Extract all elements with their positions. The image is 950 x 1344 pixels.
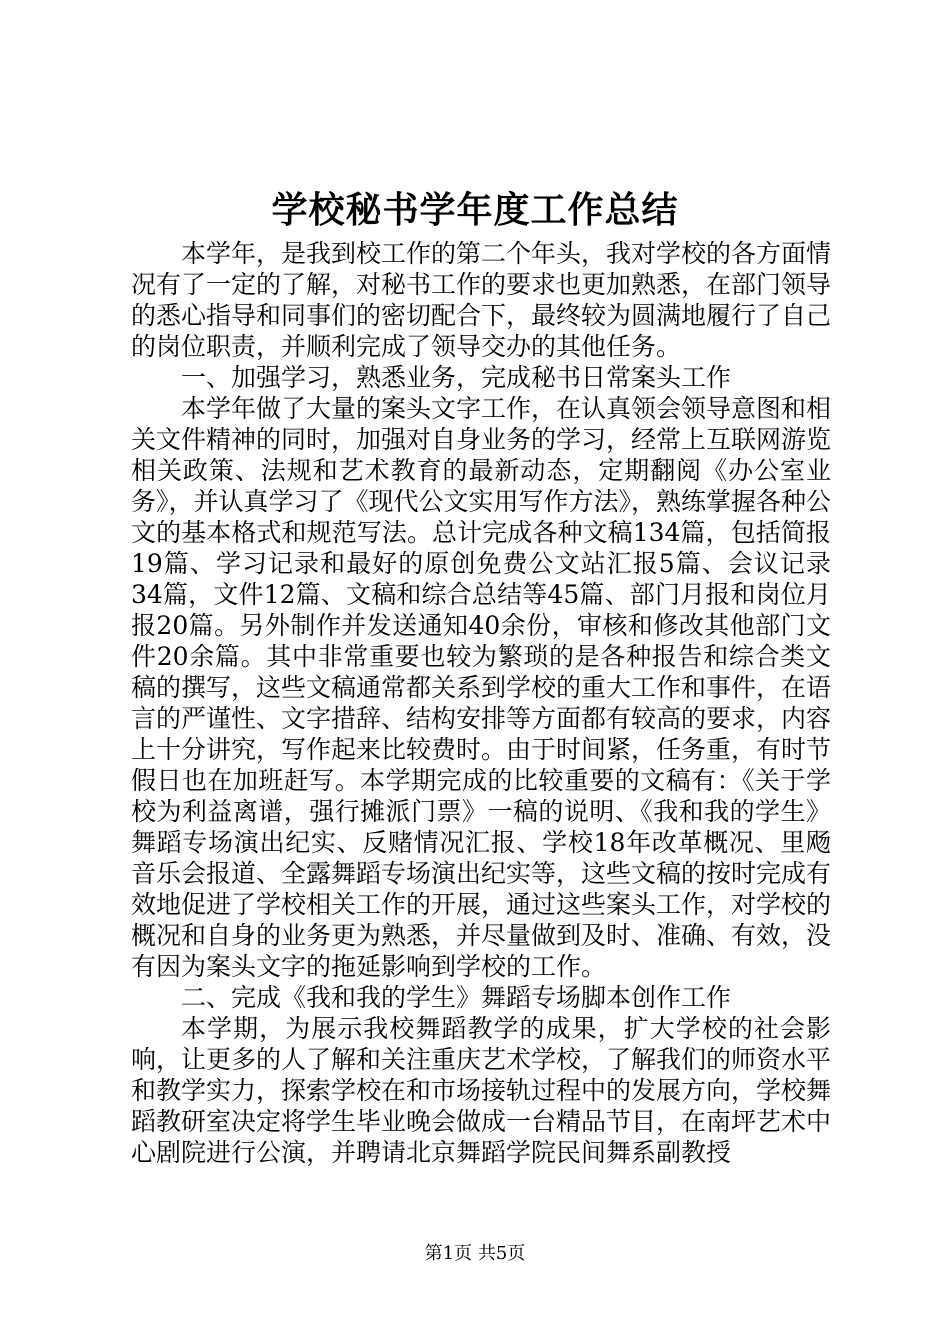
paragraph-section-1: 本学年做了大量的案头文字工作，在认真领会领导意图和相关文件精神的同时，加强对自身业务的学习，经常上互联网游览相关政策、法规和艺术教育的最新动态，定期翻阅《办公室业务》，并认真学习了《现代公文实用写作方法》，熟练掌握各种公文的基本格式和规范写法。总计完成各种文稿134篇，包括简报19篇、学习记录和最好的原创免费公文站汇报5篇、会议记录34篇，文件12篇、文稿和综合总结等45篇、部门月报和岗位月报20篇。另外制作并发送通知40余份，审核和修改其他部门文件20余篇。其中非常重要也较为繁琐的是各种报告和综合类文稿的撰写，这些文稿通常都关系到学校的重大工作和事件，在语言的严谨性、文字措辞、结构安排等方面都有较高的要求，内容上十分讲究，写作起来比较费时。由于时间紧，任务重，有时节假日也在加班赶写。本学期完成的比较重要的文稿有：《关于学校为利益离谱，强行摊派门票》一稿的说明、《我和我的学生》舞蹈专场演出纪实、反赌情况汇报、学校18年改革概况、里飏音乐会报道、全露舞蹈专场演出纪实等，这些文稿的按时完成有效地促进了学校相关工作的开展，通过这些案头工作，对学校的概况和自身的业务更为熟悉，并尽量做到及时、准确、有效，没有因为案头文字的拖延影响到学校的工作。 [131,394,832,981]
document-title: 学校秘书学年度工作总结 [271,189,679,231]
section-heading-1: 一、加强学习，熟悉业务，完成秘书日常案头工作 [181,363,732,392]
document-body [131,238,831,1168]
section-heading-2: 二、完成《我和我的学生》舞蹈专场脚本创作工作 [181,983,732,1012]
page-number-footer: 第1页 共5页 [424,1243,526,1264]
paragraph-intro: 本学年，是我到校工作的第二个年头，我对学校的各方面情况有了一定的了解，对秘书工作的要求也更加熟悉，在部门领导的悉心指导和同事们的密切配合下，最终较为圆满地履行了自己的岗位职责，并顺利完成了领导交办的其他任务。 [131,239,832,361]
paragraph-section-2: 本学期，为展示我校舞蹈教学的成果，扩大学校的社会影响，让更多的人了解和关注重庆艺术学校，了解我们的师资水平和教学实力，探索学校在和市场接轨过程中的发展方向，学校舞蹈教研室决定将学生毕业晚会做成一台精品节目，在南坪艺术中心剧院进行公演，并聘请北京舞蹈学院民间舞系副教授 [131,1014,832,1167]
